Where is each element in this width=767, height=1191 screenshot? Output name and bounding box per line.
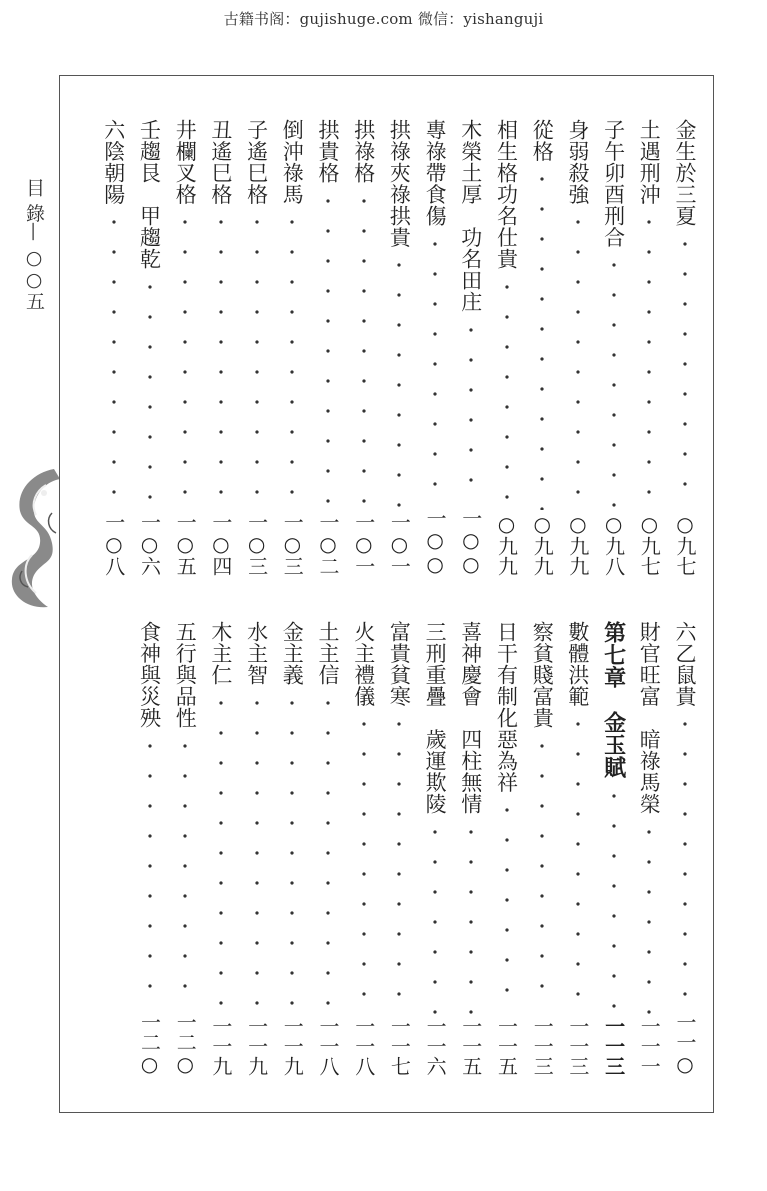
dot-leader: [206, 688, 236, 1015]
toc-entry-title: 金主義: [280, 621, 305, 686]
toc-entry: [563, 621, 593, 1076]
toc-entry: [634, 621, 664, 1076]
toc-entry-page: 一一三: [601, 1016, 626, 1076]
dot-leader: [384, 250, 414, 510]
dot-leader: [634, 207, 664, 510]
dot-leader: [670, 709, 700, 1010]
toc-entry-title: 三刑重疊 歲運欺陵: [423, 621, 448, 815]
toc-entry: [170, 621, 200, 1076]
toc-entry: [563, 119, 593, 576]
toc-entry: [420, 621, 450, 1076]
chapter-heading: 第七章 金玉賦: [600, 621, 627, 779]
toc-entry-title: 察貧賤富貴: [530, 621, 555, 729]
toc-entry: [135, 621, 165, 1076]
toc-entry: [313, 119, 343, 576]
toc-entry-title: 從格: [530, 119, 555, 162]
toc-entry: [456, 621, 486, 1076]
toc-entry: [492, 119, 522, 576]
toc-entry-title: 丑遙巳格: [208, 119, 233, 205]
toc-entry-title: 相生格功名仕貴: [494, 119, 519, 270]
toc-entry-page: ○九九: [494, 512, 519, 576]
dot-leader: [492, 795, 522, 1014]
dot-leader: [384, 709, 414, 1014]
toc-entry-page: ○九九: [565, 512, 590, 576]
toc-entry: [206, 119, 236, 576]
toc-entry: [527, 621, 557, 1076]
toc-entry-page: 一一九: [280, 1016, 305, 1076]
toc-entry-title: 金生於三夏: [673, 119, 697, 227]
dot-leader: [242, 688, 272, 1015]
toc-entry-page: 一一六: [423, 1016, 448, 1076]
dot-leader: [420, 817, 450, 1015]
toc-entry-page: 一一○: [673, 1012, 697, 1076]
toc-entry-page: 一○○: [458, 508, 483, 576]
toc-entry-page: 一○八: [101, 512, 126, 576]
toc-entry-page: 一一八: [351, 1016, 376, 1076]
toc-entry: [242, 119, 272, 576]
toc-entry-page: 一○三: [244, 512, 269, 576]
toc-entries: [60, 76, 713, 1112]
toc-entry-title: 倒沖祿馬: [280, 119, 305, 205]
running-header: 目 錄— ○○五: [23, 178, 45, 311]
dot-leader: [135, 731, 165, 1011]
toc-entry-page: 一一三: [565, 1016, 590, 1076]
toc-entry: [527, 119, 557, 576]
toc-entry: [670, 119, 700, 576]
toc-entry-page: 一一九: [208, 1016, 233, 1076]
toc-entry-page: 一○一: [351, 512, 376, 576]
toc-entry-page: 一一五: [494, 1016, 519, 1076]
toc-entry: [420, 119, 450, 576]
toc-entry-title: 拱祿夾祿拱貴: [387, 119, 412, 248]
toc-entry-page: 一一八: [316, 1016, 340, 1076]
dot-leader: [634, 817, 664, 1015]
toc-entry: [135, 119, 165, 576]
toc-entry-page: 一一九: [244, 1016, 269, 1076]
dot-leader: [349, 709, 379, 1014]
toc-entry: [670, 621, 700, 1076]
toc-entry-title: 財官旺富 暗祿馬榮: [637, 621, 662, 815]
toc-entry-title: 水主智: [244, 621, 269, 686]
toc-entry: [349, 621, 379, 1076]
toc-entry-title: 火主禮儀: [351, 621, 376, 707]
dot-leader: [599, 250, 629, 510]
toc-entry-title: 壬趨艮 甲趨乾: [137, 119, 162, 270]
toc-entry-page: 一一七: [387, 1016, 412, 1076]
toc-entry-page: 一二○: [173, 1012, 198, 1076]
toc-entry-page: 一○四: [208, 512, 233, 576]
toc-entry-page: 一一一: [637, 1016, 662, 1076]
toc-entry: [492, 621, 522, 1076]
toc-entry: [170, 119, 200, 576]
toc-entry-title: 拱貴格: [316, 119, 340, 184]
toc-entry: [99, 119, 129, 576]
dot-leader: [242, 207, 272, 510]
toc-entry: [456, 119, 486, 576]
toc-entry: [384, 119, 414, 576]
dot-leader: [170, 731, 200, 1011]
dot-leader: [527, 164, 557, 510]
toc-entry: [277, 621, 307, 1076]
toc-entry: [384, 621, 414, 1076]
toc-entry-title: 食神與災殃: [137, 621, 162, 729]
toc-entry: [277, 119, 307, 576]
toc-entry: [206, 621, 236, 1076]
toc-entry-title: 專祿帶食傷: [423, 119, 448, 227]
dot-leader: [420, 229, 450, 507]
toc-entry-title: 富貴貧寒: [387, 621, 412, 707]
toc-entry: [599, 621, 629, 1076]
toc-entry-title: 身弱殺強: [565, 119, 590, 205]
dot-leader: [563, 207, 593, 510]
toc-entry-title: 數體洪範: [565, 621, 590, 707]
toc-entry-page: ○九八: [601, 512, 626, 576]
dot-leader: [456, 817, 486, 1015]
toc-entry-title: 土遇刑沖: [637, 119, 662, 205]
toc-entry-title: 土主信: [316, 621, 340, 686]
toc-page-frame: [59, 75, 714, 1113]
toc-entry-title: 日干有制化惡為祥: [494, 621, 519, 793]
toc-entry: [313, 621, 343, 1076]
toc-entry-page: ○九九: [530, 512, 555, 576]
dot-leader: [670, 229, 700, 511]
watermark-text: 古籍书阁：gujishuge.com 微信：yishanguji: [223, 10, 544, 28]
dot-leader: [206, 207, 236, 510]
toc-entry-title: 子午卯酉刑合: [601, 119, 626, 248]
dot-leader: [170, 207, 200, 510]
dot-leader: [277, 207, 307, 510]
toc-entry-title: 喜神慶會 四柱無情: [458, 621, 483, 815]
dot-leader: [313, 688, 343, 1015]
dragon-ornament-icon: [2, 463, 60, 613]
toc-entry-page: 一一五: [458, 1016, 483, 1076]
toc-entry-page: 一○○: [423, 508, 448, 576]
dot-leader: [492, 272, 522, 511]
toc-entry-page: 一○二: [316, 512, 340, 576]
toc-entry-page: 一○三: [280, 512, 305, 576]
toc-entry-title: 拱祿格: [351, 119, 376, 184]
dot-leader: [313, 186, 343, 511]
dot-leader: [456, 315, 486, 507]
toc-entry-title: 六乙鼠貴: [673, 621, 697, 707]
dot-leader: [527, 731, 557, 1015]
toc-entry-page: 一○一: [387, 512, 412, 576]
dot-leader: [349, 186, 379, 511]
toc-entry-page: 一二○: [137, 1012, 162, 1076]
toc-entry: [349, 119, 379, 576]
toc-entry-title: 木榮土厚 功名田庄: [458, 119, 483, 313]
toc-entry-title: 五行與品性: [173, 621, 198, 729]
toc-entry-page: ○九七: [673, 512, 697, 576]
dot-leader: [99, 207, 129, 510]
toc-entry: [634, 119, 664, 576]
dot-leader: [563, 709, 593, 1014]
toc-entry-title: 井欄叉格: [173, 119, 198, 205]
toc-entry-title: 六陰朝陽: [101, 119, 126, 205]
toc-entry-title: 木主仁: [208, 621, 233, 686]
dot-leader: [277, 688, 307, 1015]
toc-entry-page: 一一三: [530, 1016, 555, 1076]
toc-entry-page: ○九七: [637, 512, 662, 576]
toc-entry-page: 一○五: [173, 512, 198, 576]
toc-entry: [242, 621, 272, 1076]
toc-entry-page: 一○六: [137, 512, 162, 576]
toc-entry: [599, 119, 629, 576]
dot-leader: [599, 781, 629, 1015]
toc-entry-title: 子遙巳格: [244, 119, 269, 205]
dot-leader: [135, 272, 165, 511]
